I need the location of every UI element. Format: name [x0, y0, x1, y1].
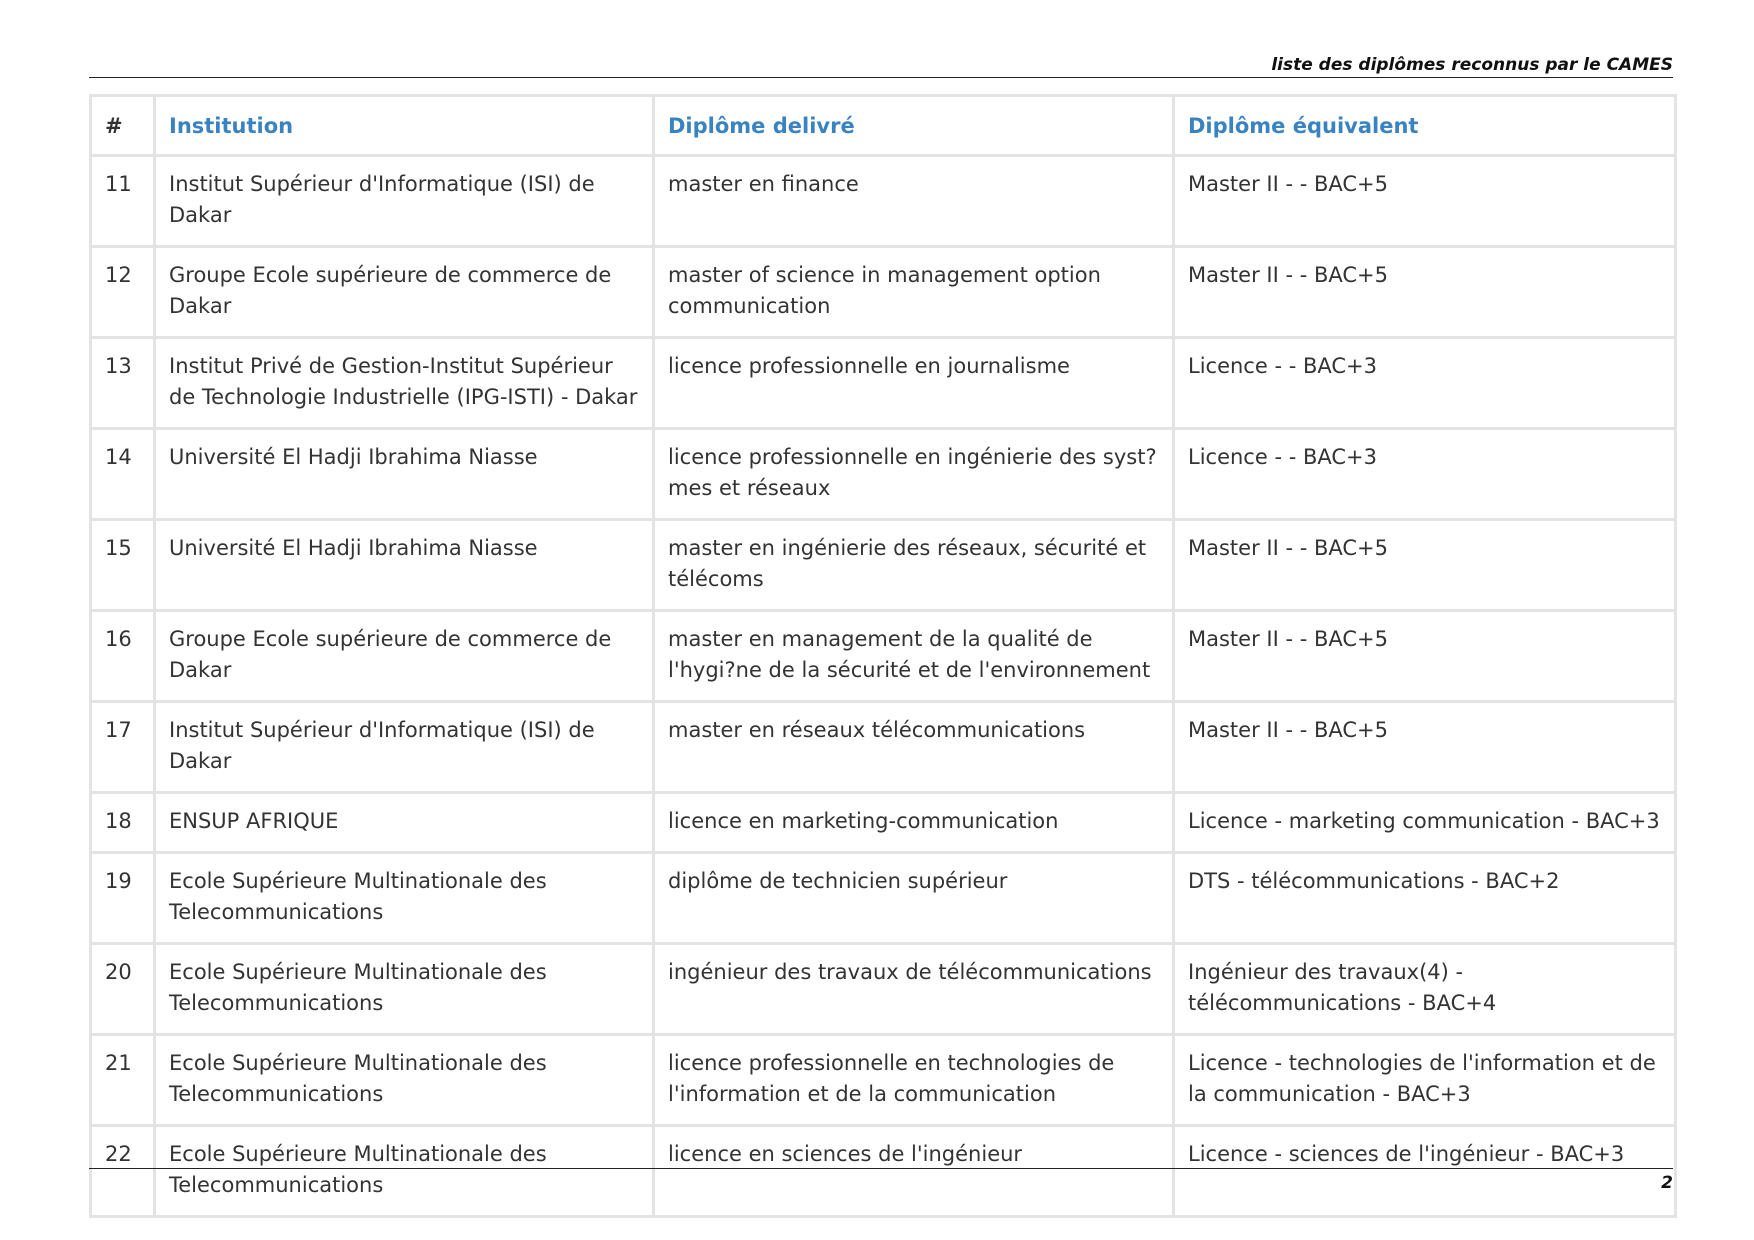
table-row — [91, 853, 1676, 944]
cell-diploma-equivalent: Licence - marketing communication - BAC+3 — [1174, 793, 1676, 853]
table-row — [91, 156, 1676, 247]
table-row — [91, 338, 1676, 429]
cell-diploma-delivered: licence en marketing-communication — [654, 793, 1174, 853]
table-row — [91, 793, 1676, 853]
cell-number: 17 — [91, 702, 155, 793]
table-row — [91, 1035, 1676, 1126]
cell-number: 14 — [91, 429, 155, 520]
cell-diploma-delivered: master en réseaux télécommunications — [654, 702, 1174, 793]
cell-institution: Institut Supérieur d'Informatique (ISI) de Dakar — [155, 702, 654, 793]
cell-institution: Institut Supérieur d'Informatique (ISI) de Dakar — [155, 156, 654, 247]
table-header-row — [91, 96, 1676, 156]
page-header — [89, 52, 1673, 78]
cell-number: 21 — [91, 1035, 155, 1126]
cell-diploma-equivalent: Master II - - BAC+5 — [1174, 156, 1676, 247]
page-number: 2 — [1661, 1173, 1673, 1193]
cell-institution: Ecole Supérieure Multinationale des Telecommunications — [155, 853, 654, 944]
cell-diploma-delivered: licence professionnelle en ingénierie des syst?mes et réseaux — [654, 429, 1174, 520]
table-row — [91, 520, 1676, 611]
cell-number: 16 — [91, 611, 155, 702]
cell-diploma-delivered: master en finance — [654, 156, 1174, 247]
cell-diploma-equivalent: Master II - - BAC+5 — [1174, 702, 1676, 793]
cell-diploma-equivalent: Licence - - BAC+3 — [1174, 429, 1676, 520]
column-header-diploma-delivered: Diplôme delivré — [654, 96, 1174, 156]
cell-diploma-delivered: master en management de la qualité de l'hygi?ne de la sécurité et de l'environnement — [654, 611, 1174, 702]
cell-institution: Ecole Supérieure Multinationale des Telecommunications — [155, 1035, 654, 1126]
cell-number: 19 — [91, 853, 155, 944]
table-row — [91, 944, 1676, 1035]
cell-number: 20 — [91, 944, 155, 1035]
cell-diploma-equivalent: Master II - - BAC+5 — [1174, 247, 1676, 338]
cell-diploma-equivalent: Licence - sciences de l'ingénieur - BAC+3 — [1174, 1126, 1676, 1217]
cell-institution: ENSUP AFRIQUE — [155, 793, 654, 853]
cell-diploma-delivered: licence en sciences de l'ingénieur — [654, 1126, 1174, 1217]
cell-diploma-equivalent: Licence - - BAC+3 — [1174, 338, 1676, 429]
column-header-diploma-equivalent: Diplôme équivalent — [1174, 96, 1676, 156]
diplomas-table — [89, 94, 1677, 1218]
cell-diploma-delivered: ingénieur des travaux de télécommunications — [654, 944, 1174, 1035]
cell-institution: Université El Hadji Ibrahima Niasse — [155, 520, 654, 611]
cell-diploma-delivered: master of science in management option communication — [654, 247, 1174, 338]
cell-number: 12 — [91, 247, 155, 338]
footer-divider — [89, 1168, 1673, 1169]
cell-diploma-equivalent: Licence - technologies de l'information et de la communication - BAC+3 — [1174, 1035, 1676, 1126]
cell-diploma-equivalent: Ingénieur des travaux(4) - télécommunications - BAC+4 — [1174, 944, 1676, 1035]
cell-number: 15 — [91, 520, 155, 611]
cell-institution: Ecole Supérieure Multinationale des Telecommunications — [155, 944, 654, 1035]
cell-diploma-delivered: licence professionnelle en technologies de l'information et de la communication — [654, 1035, 1174, 1126]
cell-number: 22 — [91, 1126, 155, 1217]
table-row — [91, 429, 1676, 520]
cell-diploma-equivalent: Master II - - BAC+5 — [1174, 520, 1676, 611]
table-row — [91, 247, 1676, 338]
cell-institution: Groupe Ecole supérieure de commerce de Dakar — [155, 611, 654, 702]
column-header-institution: Institution — [155, 96, 654, 156]
cell-number: 11 — [91, 156, 155, 247]
table-row — [91, 1126, 1676, 1217]
cell-diploma-equivalent: DTS - télécommunications - BAC+2 — [1174, 853, 1676, 944]
cell-diploma-delivered: licence professionnelle en journalisme — [654, 338, 1174, 429]
cell-institution: Groupe Ecole supérieure de commerce de Dakar — [155, 247, 654, 338]
cell-diploma-equivalent: Master II - - BAC+5 — [1174, 611, 1676, 702]
table-row — [91, 611, 1676, 702]
table-row — [91, 702, 1676, 793]
cell-institution: Institut Privé de Gestion-Institut Supérieur de Technologie Industrielle (IPG-ISTI) - Dakar — [155, 338, 654, 429]
cell-number: 13 — [91, 338, 155, 429]
header-title: liste des diplômes reconnus par le CAMES — [1271, 55, 1673, 75]
cell-diploma-delivered: master en ingénierie des réseaux, sécurité et télécoms — [654, 520, 1174, 611]
column-header-number: # — [91, 96, 155, 156]
cell-institution: Ecole Supérieure Multinationale des Telecommunications — [155, 1126, 654, 1217]
cell-number: 18 — [91, 793, 155, 853]
cell-diploma-delivered: diplôme de technicien supérieur — [654, 853, 1174, 944]
cell-institution: Université El Hadji Ibrahima Niasse — [155, 429, 654, 520]
